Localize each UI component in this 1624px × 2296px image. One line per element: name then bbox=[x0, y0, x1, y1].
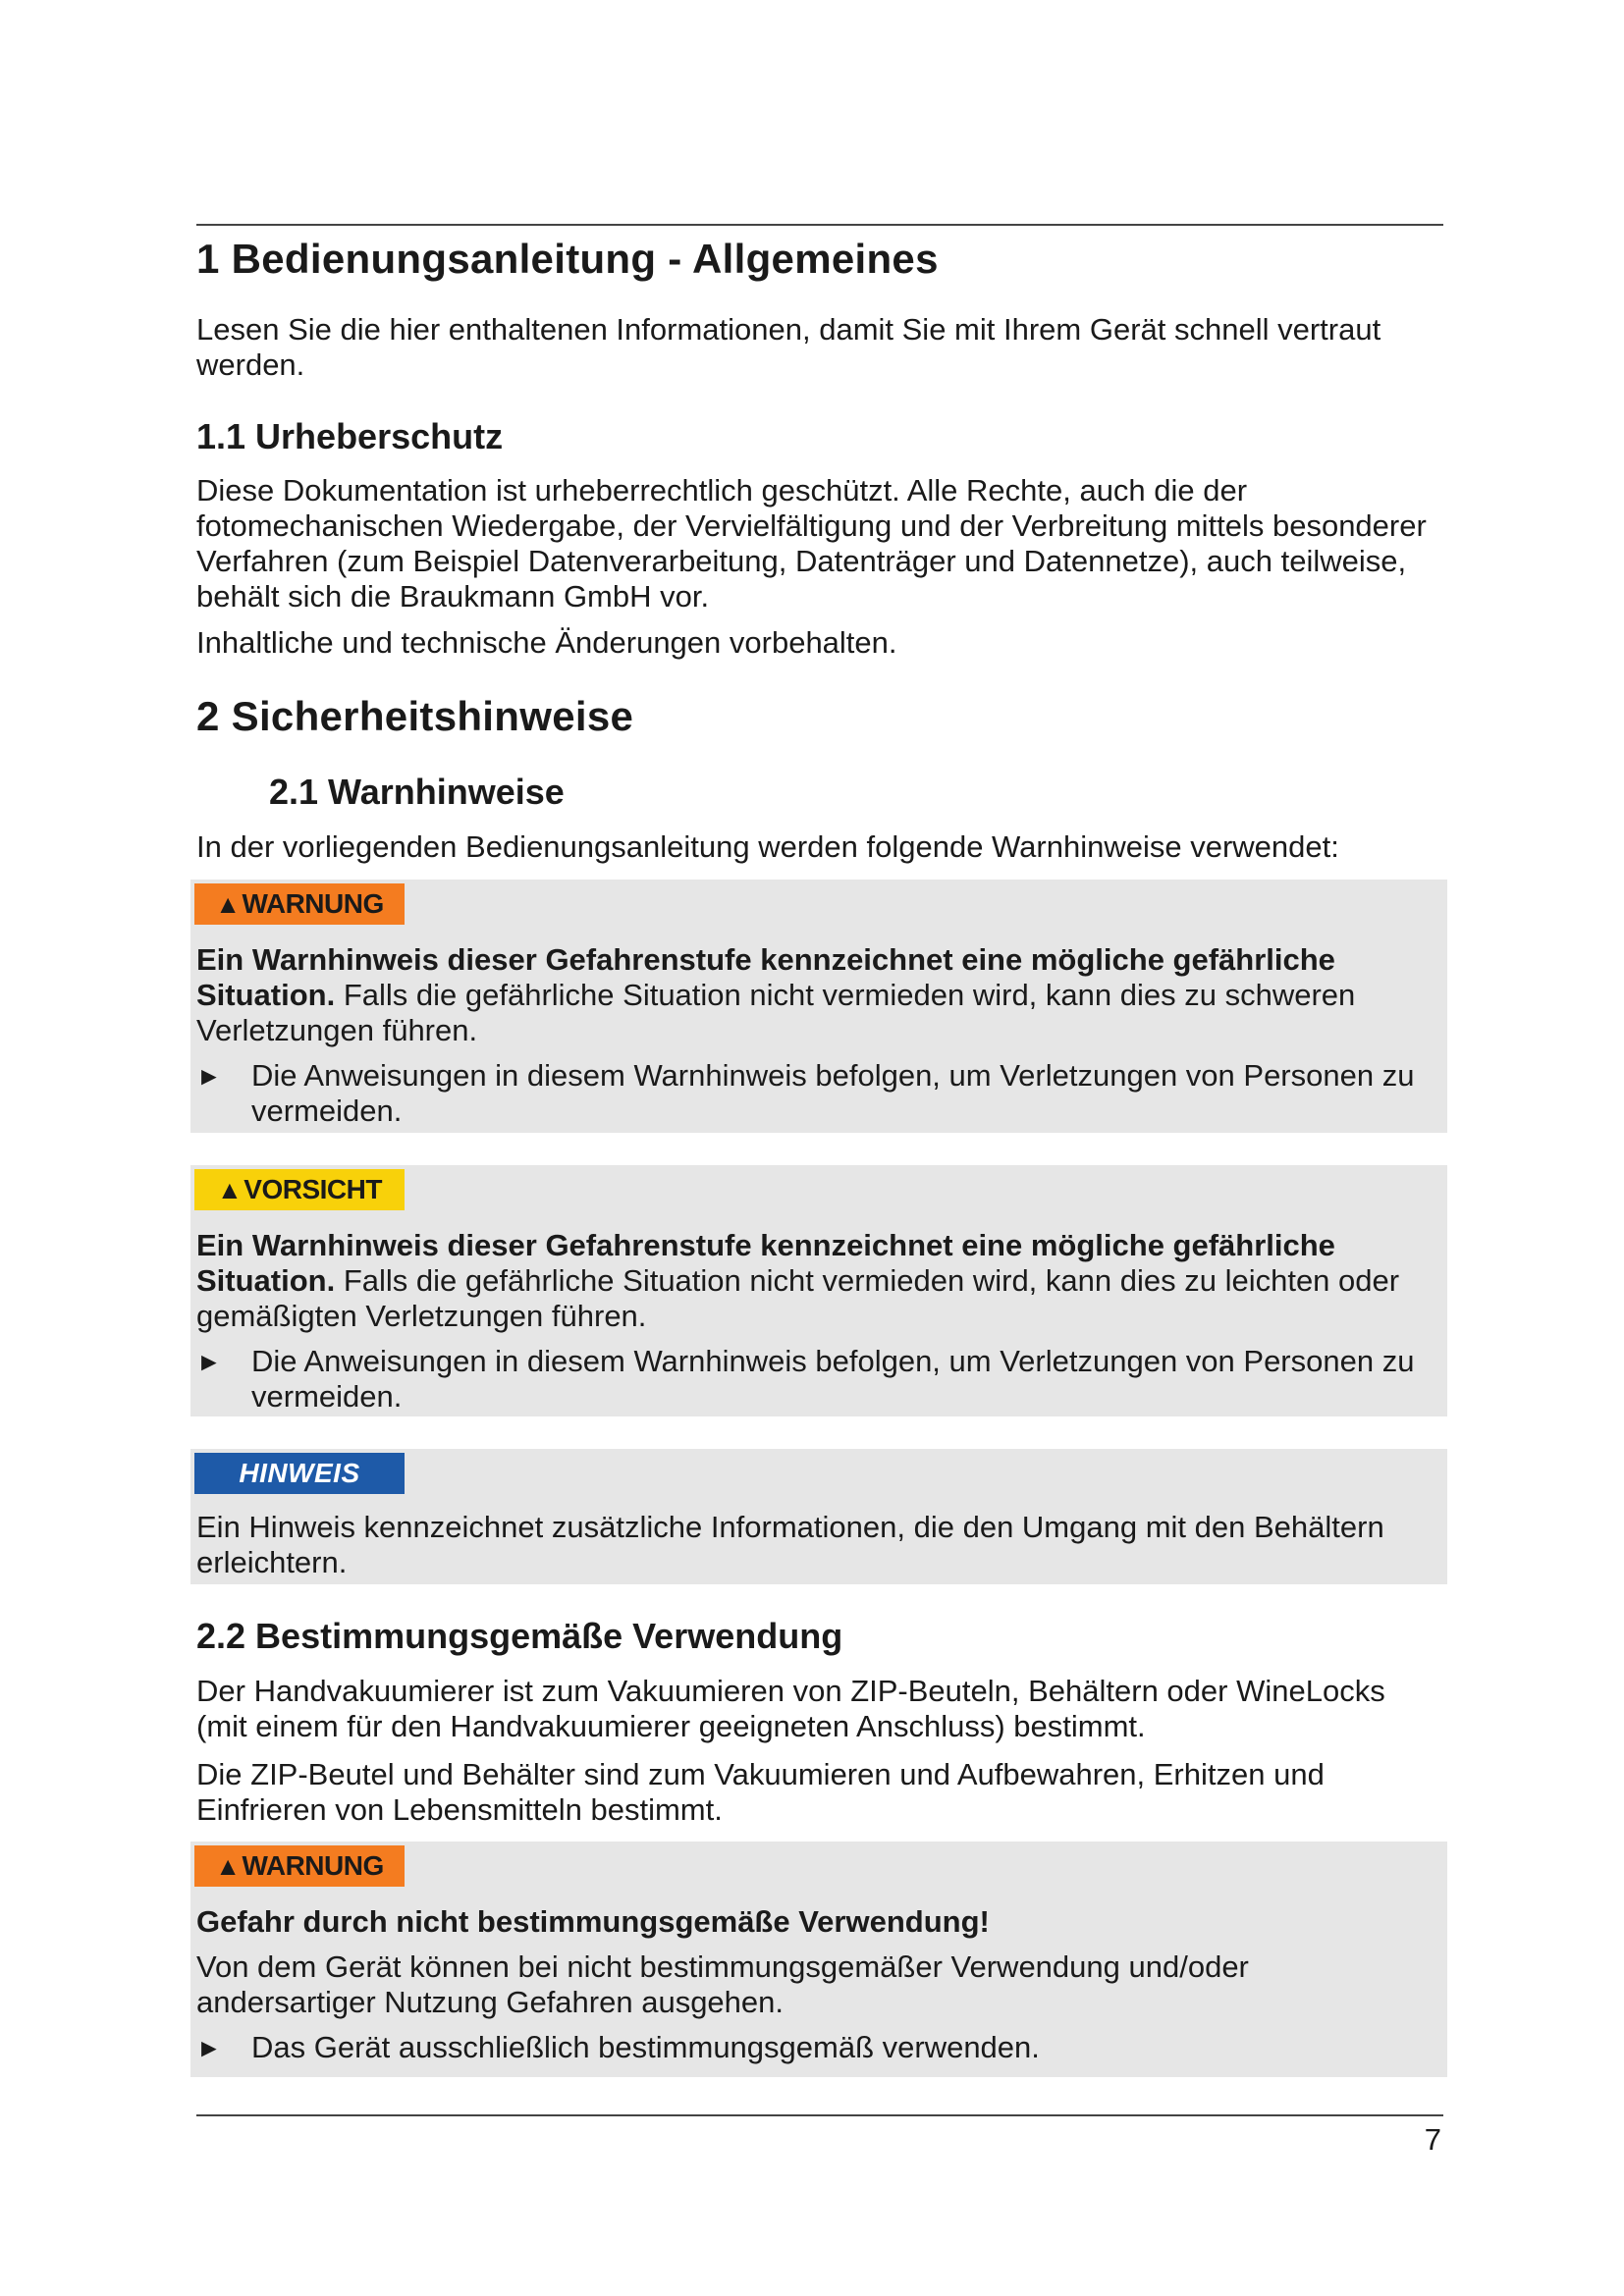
warning-triangle-icon: ▲ bbox=[215, 888, 241, 919]
bullet-arrow-icon: ► bbox=[196, 1347, 222, 1376]
warning-box: ▲ WARNUNG Ein Warnhinweis dieser Gefahrenstufe kennzeichnet eine mögliche gefährliche Situation. Falls die gefährliche Situation nicht vermieden wird, kann dies zu schweren Verletzungen führen. ► Die Anweisungen in diesem Warnhinweis befolgen, um Verletzungen von Personen zu vermeiden. bbox=[190, 880, 1447, 1133]
footer-rule bbox=[196, 2114, 1443, 2116]
section-2-2-paragraph-2: Die ZIP-Beutel und Behälter sind zum Vakuumieren und Aufbewahren, Erhitzen und Einfrieren von Lebensmitteln bestimmt. bbox=[196, 1757, 1325, 1827]
section-2-2-paragraph-1: Der Handvakuumierer ist zum Vakuumieren von ZIP-Beuteln, Behältern oder WineLocks (mit einem für den Handvakuumierer geeigneten Anschluss) bestimmt. bbox=[196, 1674, 1385, 1743]
warning-box-text: Ein Warnhinweis dieser Gefahrenstufe kennzeichnet eine mögliche gefährliche Situation. Falls die gefährliche Situation nicht vermieden wird, kann dies zu schweren Verletzungen führen. bbox=[196, 942, 1356, 1047]
section-1-intro: Lesen Sie die hier enthaltenen Informationen, damit Sie mit Ihrem Gerät schnell vertraut werden. bbox=[196, 312, 1381, 382]
warning-box-2: ▲ WARNUNG Gefahr durch nicht bestimmungsgemäße Verwendung! Von dem Gerät können bei nicht bestimmungsgemäßer Verwendung und/oder andersartiger Nutzung Gefahren ausgehen. ► Das Gerät ausschließlich bestimmungsgemäß verwenden. bbox=[190, 1842, 1447, 2077]
section-2-1-heading: 2.1 Warnhinweise bbox=[269, 772, 565, 812]
header-rule bbox=[196, 224, 1443, 226]
warning-box-2-text: Von dem Gerät können bei nicht bestimmungsgemäßer Verwendung und/oder andersartiger Nutzung Gefahren ausgehen. bbox=[196, 1949, 1249, 2019]
note-badge: HINWEIS bbox=[194, 1453, 405, 1494]
section-2-1-intro: In der vorliegenden Bedienungsanleitung werden folgende Warnhinweise verwendet: bbox=[196, 829, 1339, 864]
bullet-arrow-icon: ► bbox=[196, 2033, 222, 2062]
warning-triangle-icon: ▲ bbox=[215, 1850, 241, 1881]
section-1-1-heading: 1.1 Urheberschutz bbox=[196, 416, 504, 456]
note-box bbox=[190, 1449, 1447, 1584]
page-number: 7 bbox=[1424, 2122, 1441, 2157]
section-2-2-heading: 2.2 Bestimmungsgemäße Verwendung bbox=[196, 1616, 843, 1656]
caution-badge: ▲ VORSICHT bbox=[194, 1169, 405, 1210]
warning-box-2-heading: Gefahr durch nicht bestimmungsgemäße Verwendung! bbox=[196, 1904, 990, 1939]
section-1-1-paragraph-2: Inhaltliche und technische Änderungen vorbehalten. bbox=[196, 625, 897, 660]
caution-box: ▲ VORSICHT Ein Warnhinweis dieser Gefahrenstufe kennzeichnet eine mögliche gefährliche Situation. Falls die gefährliche Situation nicht vermieden wird, kann dies zu leichten oder gemäßigten Verletzungen führen. ► Die Anweisungen in diesem Warnhinweis befolgen, um Verletzungen von Personen zu vermeiden. bbox=[190, 1165, 1447, 1416]
warning-triangle-icon: ▲ bbox=[217, 1174, 243, 1204]
section-1-1-paragraph-1: Diese Dokumentation ist urheberrechtlich geschützt. Alle Rechte, auch die der fotomechanischen Wiedergabe, der Vervielfältigung und der Verbreitung mittels besonderer Verfahren (zum Beispiel Datenverarbeitung, Datenträger und Datennetze), auch teilweise, behält sich die Braukmann GmbH vor. bbox=[196, 473, 1427, 614]
caution-box-text: Ein Warnhinweis dieser Gefahrenstufe kennzeichnet eine mögliche gefährliche Situation. Falls die gefährliche Situation nicht vermieden wird, kann dies zu leichten oder gemäßigten Verletzungen führen. bbox=[196, 1228, 1400, 1333]
section-2-heading: 2 Sicherheitshinweise bbox=[196, 693, 634, 739]
section-1-heading: 1 Bedienungsanleitung - Allgemeines bbox=[196, 236, 939, 282]
warning-badge: ▲ WARNUNG bbox=[194, 883, 405, 925]
note-box-text: Ein Hinweis kennzeichnet zusätzliche Informationen, die den Umgang mit den Behältern erleichtern. bbox=[196, 1510, 1384, 1579]
warning-badge-2: ▲ WARNUNG bbox=[194, 1845, 405, 1887]
bullet-arrow-icon: ► bbox=[196, 1061, 222, 1091]
